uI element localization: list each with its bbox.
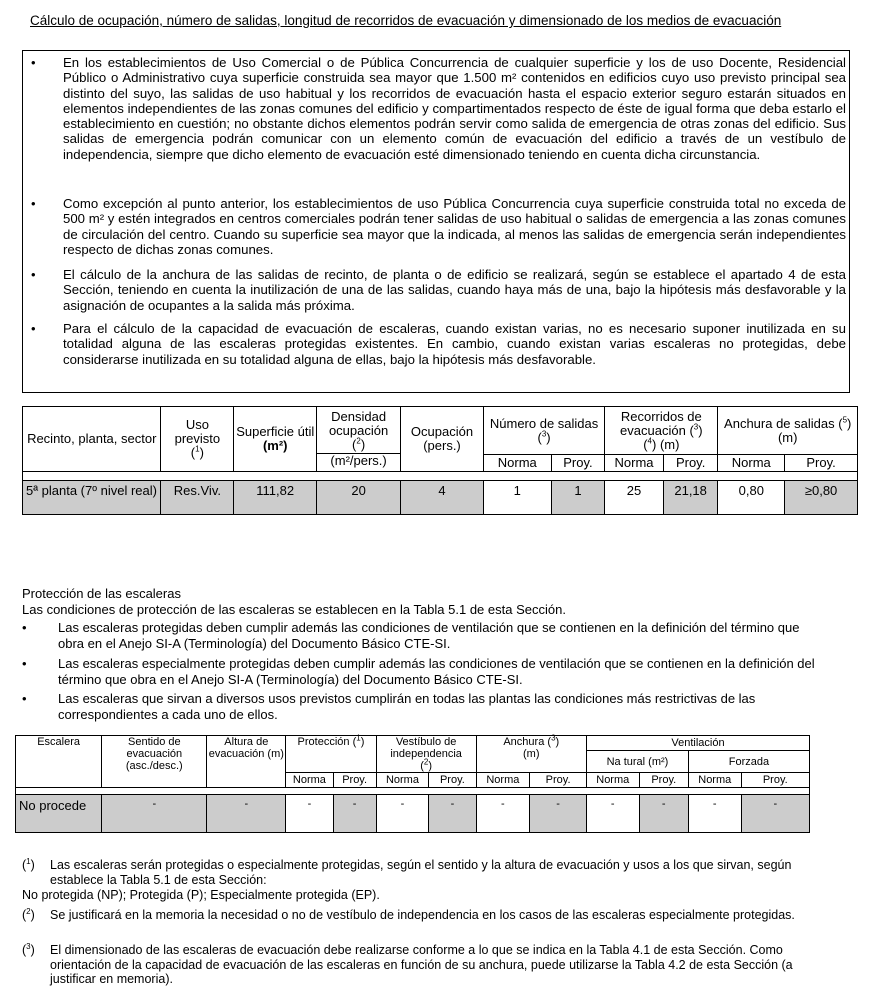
subheader-norma: Norma [718, 455, 785, 472]
subheader-norma: Norma [586, 773, 639, 788]
cell-vest-proy: - [429, 795, 476, 833]
header-ocupacion: Ocupación (pers.) [401, 407, 484, 472]
stairs-intro: Las condiciones de protección de las escaleras se establecen en la Tabla 5.1 de esta Sección. [22, 602, 566, 617]
note-2: Como excepción al punto anterior, los establecimientos de uso Pública Concurrencia cuya superficie construida total no exceda de 500 m² y estén integrados en centros comerciales podrán tener salidas de uso habitual o salidas de emergencia a las zonas comunes de circulación del centro. Cuando su superficie sea mayor que la indicada, al menos las salidas de emergencia serán independientes respecto de dichas zonas comunes. [63, 196, 846, 257]
bullet: • [31, 55, 36, 70]
subheader-proy: Proy. [333, 773, 376, 788]
footnote-1b: No protegida (NP); Protegida (P); Especialmente protegida (EP). [22, 888, 380, 902]
stairs-heading: Protección de las escaleras [22, 586, 181, 601]
subheader-proy: Proy. [785, 455, 858, 472]
header-vestibulo: Vestíbulo de independencia ($^2$) [376, 736, 476, 773]
header-natural: Na tural (m²) [586, 751, 688, 773]
header-escalera: Escalera [16, 736, 102, 788]
cell-altura: - [207, 795, 286, 833]
cell-nat-norma: - [586, 795, 639, 833]
table-row [16, 795, 810, 833]
stairs-bullet-3: Las escaleras que sirvan a diversos usos previstos cumplirán en todas las plantas las condiciones más restrictivas de las correspondientes a cada uno de ellos. [58, 691, 756, 722]
cell-uso: Res.Viv. [161, 481, 234, 515]
cell-anch-norma: - [476, 795, 530, 833]
subheader-norma: Norma [688, 773, 741, 788]
header-recinto: Recinto, planta, sector [23, 407, 161, 472]
cell-ocupacion: 4 [401, 481, 484, 515]
subheader-norma: Norma [483, 455, 551, 472]
subheader-proy: Proy. [429, 773, 476, 788]
bullet: • [22, 691, 27, 706]
header-forzada: Forzada [688, 751, 809, 773]
cell-prot-norma: - [286, 795, 333, 833]
bullet: • [31, 267, 36, 282]
header-anchura: Anchura ($^3$) (m) [476, 736, 586, 773]
header-proteccion: Protección ($^1$) [286, 736, 376, 773]
bullet: • [31, 196, 36, 211]
footnote-1: Las escaleras serán protegidas o especialmente protegidas, según el sentido y la altura de evacuación y usos a los que sirvan, según establece la Tabla 5.1 de esta Sección: [50, 858, 792, 887]
subheader-norma: Norma [476, 773, 530, 788]
cell-sentido: - [102, 795, 207, 833]
stairs-bullet-1: Las escaleras protegidas deben cumplir además las condiciones de ventilación que se contienen en la definición del término que obra en el Anejo SI-A (Terminología) del Documento Básico CTE-SI. [58, 620, 800, 651]
bullet: • [31, 321, 36, 336]
footnote-2: Se justificará en la memoria la necesidad o no de vestíbulo de independencia en los casos de las escaleras especialmente protegidas. [50, 908, 795, 922]
cell-vest-norma: - [376, 795, 429, 833]
subheader-proy: Proy. [639, 773, 688, 788]
subheader-norma: Norma [376, 773, 429, 788]
section-title: Cálculo de ocupación, número de salidas, longitud de recorridos de evacuación y dimensionado de los medios de evacuación [30, 13, 782, 28]
cell-nat-proy: - [639, 795, 688, 833]
cell-forz-norma: - [688, 795, 741, 833]
footnote-3-mark: ($^3$) [22, 941, 35, 957]
cell-rec-norma: 25 [605, 481, 664, 515]
cell-anch-proy: ≥0,80 [785, 481, 858, 515]
cell-densidad: 20 [317, 481, 401, 515]
cell-nsal-proy: 1 [551, 481, 605, 515]
subheader-proy: Proy. [663, 455, 718, 472]
footnote-1-mark: ($^1$) [22, 856, 35, 872]
subheader-norma: Norma [286, 773, 333, 788]
stairs-bullet-2: Las escaleras especialmente protegidas deben cumplir además las condiciones de ventilación que se contienen en la definición del término que obra en el Anejo SI-A (Terminología) del Documento Básico CTE-SI. [58, 656, 815, 687]
cell-nsal-norma: 1 [483, 481, 551, 515]
cell-rec-proy: 21,18 [663, 481, 718, 515]
notes-box [22, 50, 850, 393]
cell-anch-proy: - [530, 795, 587, 833]
footnote-3: El dimensionado de las escaleras de evacuación debe realizarse conforme a lo que se indica en la Tabla 4.1 de esta Sección. Como orientación de la capacidad de evacuación de las escaleras en función de su anchura, puede utilizarse la Tabla 4.2 de esta Sección (a justificar en memoria). [50, 943, 793, 987]
cell-recinto: 5ª planta (7º nivel real) [23, 481, 161, 515]
bullet: • [22, 656, 27, 671]
stairs-table [15, 735, 810, 833]
subheader-proy: Proy. [741, 773, 809, 788]
header-superficie: Superficie útil (m²) [234, 407, 317, 472]
header-recorridos: Recorridos de evacuación ($^3$) ($^4$) (m) [605, 407, 718, 455]
header-uso: Uso previsto ($^1$) [161, 407, 234, 472]
header-anchura: Anchura de salidas ($^5$) (m) [718, 407, 858, 455]
header-densidad: Densidad ocupación ($^2$) (m²/pers.) [317, 407, 401, 472]
note-1: En los establecimientos de Uso Comercial o de Pública Concurrencia de cualquier superficie y los de uso Docente, Residencial Público o Administrativo cuya superficie construida sea mayor que 1.500 m² contenidos en edificios cuyo uso previsto principal sea distinto del suyo, las salidas de uso habitual y los recorridos de evacuación hasta el espacio exterior seguro estarán situados en elementos independientes de las zonas comunes del edificio y compartimentados respecto de éste de igual forma que deba estarlo el establecimiento en cuestión; no obstante dichos elementos podrán servir como salida de emergencia de otras zonas del edificio. Sus salidas de emergencia podrán comunicar con un elemento común de evacuación del edificio a través de un vestíbulo de independencia, siempre que dicho elemento de evacuación esté dimensionado teniendo en cuenta dicha circunstancia. [63, 55, 846, 162]
note-3: El cálculo de la anchura de las salidas de recinto, de planta o de edificio se realizará, según se establece el apartado 4 de esta Sección, teniendo en cuenta la inutilización de una de las salidas, cuando haya más de una, bajo la hipótesis más desfavorable y la asignación de ocupantes a la salida más próxima. [63, 267, 846, 313]
cell-prot-proy: - [333, 795, 376, 833]
footnote-2-mark: ($^2$) [22, 906, 35, 922]
header-num-salidas: Número de salidas ($^3$) [483, 407, 604, 455]
subheader-proy: Proy. [530, 773, 587, 788]
stairs-bullets [22, 620, 842, 730]
bullet: • [22, 620, 27, 635]
header-ventilacion: Ventilación [586, 736, 809, 751]
header-altura: Altura de evacuación (m) [207, 736, 286, 788]
cell-anch-norma: 0,80 [718, 481, 785, 515]
subheader-proy: Proy. [551, 455, 605, 472]
cell-forz-proy: - [741, 795, 809, 833]
subheader-norma: Norma [605, 455, 664, 472]
occupation-table [22, 406, 858, 515]
cell-escalera: No procede [16, 795, 102, 833]
note-4: Para el cálculo de la capacidad de evacuación de escaleras, cuando existan varias, no es necesario suponer inutilizada en su totalidad alguna de las escaleras protegidas existentes. En cambio, cuando existan varias escaleras no protegidas, debe considerarse inutilizada en su totalidad alguna de ellas, bajo la hipótesis más desfavorable. [63, 321, 846, 367]
table-row [23, 481, 858, 515]
cell-superficie: 111,82 [234, 481, 317, 515]
header-sentido: Sentido de evacuación (asc./desc.) [102, 736, 207, 788]
